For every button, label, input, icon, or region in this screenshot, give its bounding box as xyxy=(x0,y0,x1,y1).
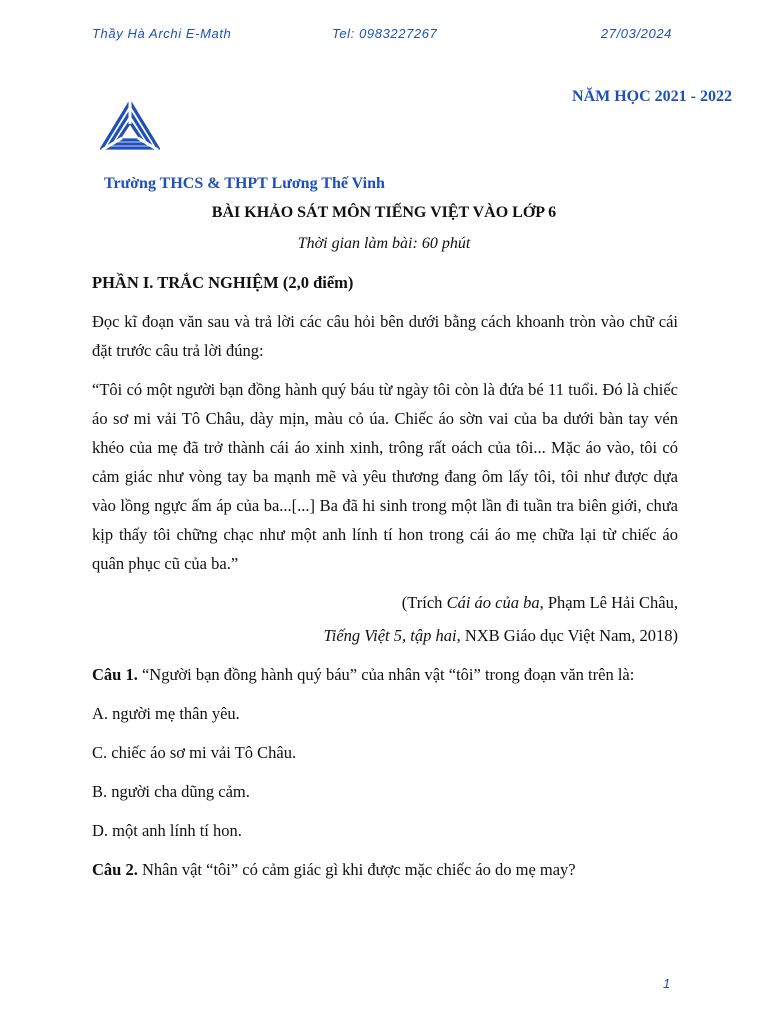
question-label: Câu 1. xyxy=(92,665,138,684)
option-c: C. chiếc áo sơ mi vải Tô Châu. xyxy=(92,743,297,762)
page-number: 1 xyxy=(663,976,671,991)
option-d: D. một anh lính tí hon. xyxy=(92,821,242,840)
option-b: B. người cha dũng cảm. xyxy=(92,782,250,801)
question-2: Câu 2. Nhân vật “tôi” có cảm giác gì khi được mặc chiếc áo do mẹ may? xyxy=(92,860,576,879)
exam-title: BÀI KHẢO SÁT MÔN TIẾNG VIỆT VÀO LỚP 6 xyxy=(211,204,557,221)
header-date: 27/03/2024 xyxy=(600,26,672,41)
school-name: Trường THCS & THPT Lương Thế Vinh xyxy=(104,175,385,192)
header-teacher: Thầy Hà Archi E-Math xyxy=(92,26,232,41)
citation-line-1: (Trích Cái áo của ba, Phạm Lê Hải Châu, xyxy=(401,593,678,612)
citation-work: Cái áo của ba xyxy=(446,593,540,612)
school-logo-icon xyxy=(100,100,160,152)
citation-book: Tiếng Việt 5, tập hai xyxy=(323,626,457,645)
exam-content xyxy=(92,262,678,894)
instruction: Đọc kĩ đoạn văn sau và trả lời các câu hỏi bên dưới bằng cách khoanh tròn vào chữ cái đặt trước câu trả lời đúng: xyxy=(92,312,678,360)
question-label: Câu 2. xyxy=(92,860,138,879)
option-a: A. người mẹ thân yêu. xyxy=(92,704,240,723)
time-limit: Thời gian làm bài: 60 phút xyxy=(297,235,471,252)
reading-passage: “Tôi có một người bạn đồng hành quý báu từ ngày tôi còn là đứa bé 11 tuổi. Đó là chiếc áo sơ mi vải Tô Châu, dày mịn, màu cỏ úa. Chiếc áo sờn vai của ba dưới bàn tay vén khéo của mẹ đã trở thành cái áo xinh xinh, trông rất oách của tôi... Mặc áo vào, tôi có cảm giác như vòng tay ba mạnh mẽ và yêu thương đang ôm lấy tôi, tôi như được dựa vào lồng ngực ấm áp của ba...[...] Ba đã hi sinh trong một lần đi tuần tra biên giới, chưa kịp thấy tôi chững chạc như một anh lính tí hon trong cái áo mẹ chữa lại từ chiếc áo quân phục cũ của ba.” xyxy=(92,380,678,573)
question-1: Câu 1. “Người bạn đồng hành quý báu” của nhân vật “tôi” trong đoạn văn trên là: xyxy=(92,665,635,684)
part1-title: PHẦN I. TRẮC NGHIỆM (2,0 điểm) xyxy=(92,273,354,292)
citation-line-2: Tiếng Việt 5, tập hai, NXB Giáo dục Việt Nam, 2018) xyxy=(323,626,678,645)
school-year: NĂM HỌC 2021 - 2022 xyxy=(572,88,732,105)
header-phone: Tel: 0983227267 xyxy=(332,26,438,41)
